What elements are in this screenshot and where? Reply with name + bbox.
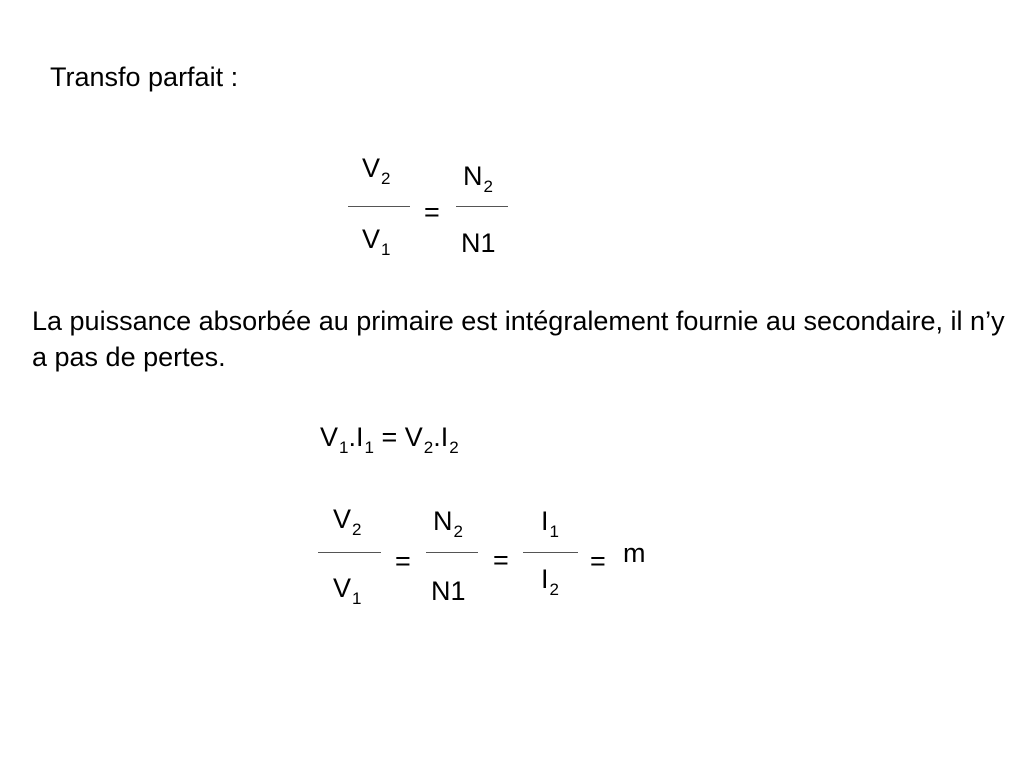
fraction-denominator: N1 [431,576,466,606]
fraction-denominator: $V_1$ [362,224,391,259]
fraction-denominator: $I_2$ [541,564,559,599]
fraction-numerator: $V_2$ [333,504,362,539]
slide-title: Transfo parfait : [50,62,239,92]
body-paragraph: La puissance absorbée au primaire est intégralement fournie au secondaire, il n’y a pas de pertes. [32,306,1005,372]
fraction-denominator: N1 [461,228,496,258]
fraction-bar [456,206,508,207]
fraction-numerator: $N_2$ [433,506,463,541]
equals-sign: = [424,197,440,227]
formula-power-equality: $V_1.I_1 = V_2.I_2$ [320,422,459,457]
fraction-numerator: $V_2$ [362,153,391,188]
ratio-symbol: m [623,538,646,568]
fraction-bar [523,552,578,553]
fraction-numerator: $N_2$ [463,161,493,196]
fraction-bar [318,552,381,553]
fraction-denominator: $V_1$ [333,573,362,608]
equals-sign: = [590,546,606,576]
fraction-bar [348,206,410,207]
equals-sign: = [493,545,509,575]
fraction-numerator: $I_1$ [541,506,559,541]
fraction-bar [426,552,478,553]
equals-sign: = [395,546,411,576]
